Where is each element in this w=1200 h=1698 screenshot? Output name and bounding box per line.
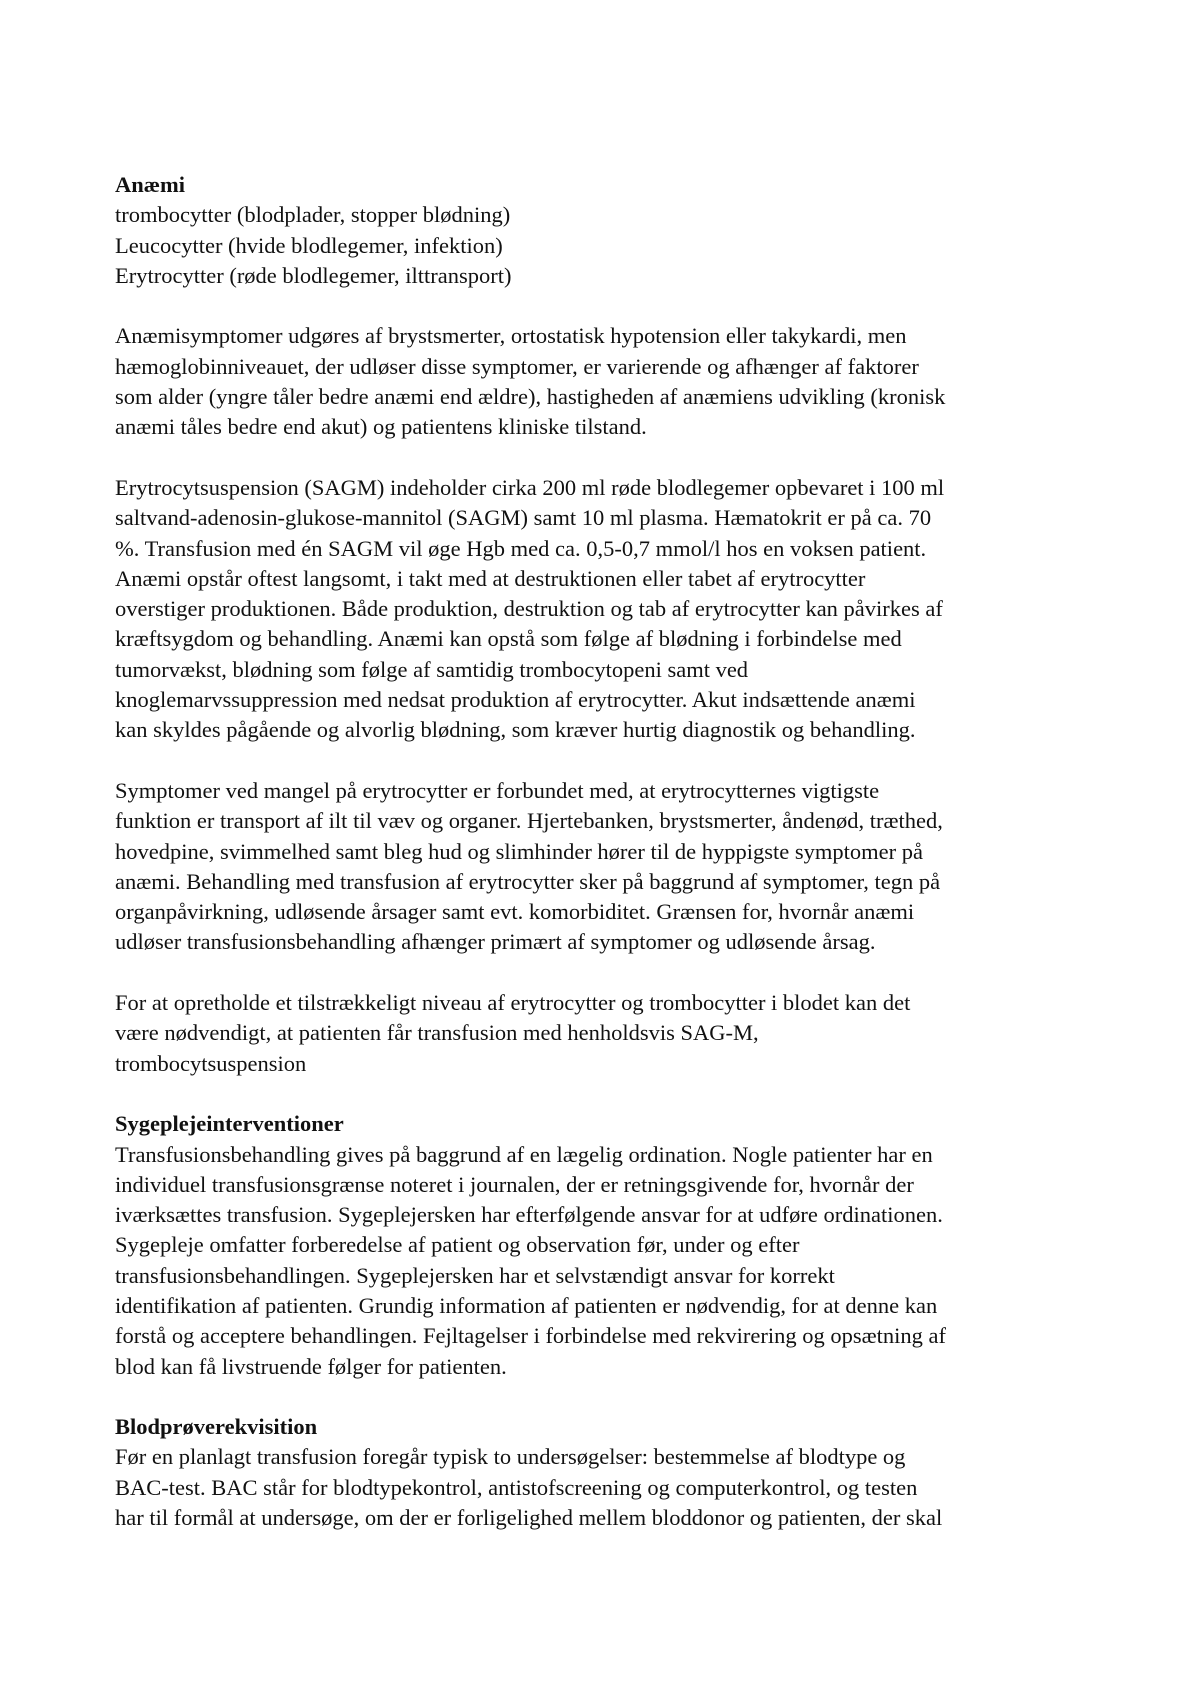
text-line: funktion er transport af ilt til væv og organer. Hjertebanken, brystsmerter, åndenød, træthed, xyxy=(115,808,943,834)
text-line: Anæmisymptomer udgøres af brystsmerter, ortostatisk hypotension eller takykardi, men xyxy=(115,323,907,349)
section-nursing xyxy=(115,1109,1105,1382)
text-line: Sygepleje omfatter forberedelse af patient og observation før, under og efter xyxy=(115,1232,800,1258)
paragraph-gap xyxy=(115,291,1105,321)
text-line: trombocytter (blodplader, stopper blødning) xyxy=(115,202,511,228)
text-line: identifikation af patienten. Grundig information af patienten er nødvendig, for at denne kan xyxy=(115,1292,938,1318)
text-line: knoglemarvssuppression med nedsat produktion af erytrocytter. Akut indsættende anæmi xyxy=(115,687,916,713)
text-line: transfusionsbehandlingen. Sygeplejersken har et selvstændigt ansvar for korrekt xyxy=(115,1262,835,1288)
text-line: Anæmi opstår oftest langsomt, i takt med at destruktionen eller tabet af erytrocytter xyxy=(115,565,866,591)
text-line: som alder (yngre tåler bedre anæmi end ældre), hastigheden af anæmiens udvikling (kronisk xyxy=(115,384,946,410)
text-line: anæmi tåles bedre end akut) og patientens kliniske tilstand. xyxy=(115,414,647,440)
heading-bloodtest: Blodprøverekvisition xyxy=(115,1414,318,1440)
heading-anaemi: Anæmi xyxy=(115,172,186,197)
text-line: Før en planlagt transfusion foregår typisk to undersøgelser: bestemmelse af blodtype og xyxy=(115,1444,906,1470)
paragraph-gap xyxy=(115,1079,1105,1109)
text-line: Symptomer ved mangel på erytrocytter er forbundet med, at erytrocytternes vigtigste xyxy=(115,777,880,803)
text-line: organpåvirkning, udløsende årsager samt evt. komorbiditet. Grænsen for, hvornår anæmi xyxy=(115,899,915,925)
paragraph-deficiency xyxy=(115,776,1105,958)
text-line: Erytrocytsuspension (SAGM) indeholder cirka 200 ml røde blodlegemer opbevaret i 100 ml xyxy=(115,474,945,500)
text-line: Transfusionsbehandling gives på baggrund af en lægelig ordination. Nogle patienter har en xyxy=(115,1141,933,1167)
document-page xyxy=(115,170,1105,1533)
text-line: Leucocytter (hvide blodlegemer, infektion) xyxy=(115,232,503,258)
paragraph-gap xyxy=(115,1382,1105,1412)
text-line: hovedpine, svimmelhed samt bleg hud og slimhinder hører til de hyppigste symptomer på xyxy=(115,838,923,864)
text-line: hæmoglobinniveauet, der udløser disse symptomer, er varierende og afhænger af faktorer xyxy=(115,353,919,379)
text-line: blod kan få livstruende følger for patienten. xyxy=(115,1353,507,1379)
heading-nursing: Sygeplejeinterventioner xyxy=(115,1111,344,1137)
text-line: har til formål at undersøge, om der er forligelighed mellem bloddonor og patienten, der skal xyxy=(115,1505,943,1531)
paragraph-maintain xyxy=(115,988,1105,1079)
paragraph-symptoms xyxy=(115,321,1105,442)
text-line: kan skyldes pågående og alvorlig blødning, som kræver hurtig diagnostik og behandling. xyxy=(115,717,916,743)
paragraph-sagm xyxy=(115,473,1105,746)
text-line: udløser transfusionsbehandling afhænger primært af symptomer og udløsende årsag. xyxy=(115,929,876,955)
text-line: være nødvendigt, at patienten får transfusion med henholdsvis SAG-M, xyxy=(115,1020,759,1046)
text-line: tumorvækst, blødning som følge af samtidig trombocytopeni samt ved xyxy=(115,656,749,682)
text-line: forstå og acceptere behandlingen. Fejltagelser i forbindelse med rekvirering og opsætning af xyxy=(115,1323,946,1349)
text-line: %. Transfusion med én SAGM vil øge Hgb med ca. 0,5-0,7 mmol/l hos en voksen patient. xyxy=(115,535,927,561)
text-line: overstiger produktionen. Både produktion, destruktion og tab af erytrocytter kan påvirkes af xyxy=(115,596,943,622)
text-line: kræftsygdom og behandling. Anæmi kan opstå som følge af blødning i forbindelse med xyxy=(115,626,902,652)
text-line: For at opretholde et tilstrækkeligt niveau af erytrocytter og trombocytter i blodet kan det xyxy=(115,990,911,1016)
paragraph-gap xyxy=(115,443,1105,473)
text-line: Erytrocytter (røde blodlegemer, ilttransport) xyxy=(115,262,512,288)
text-line: trombocytsuspension xyxy=(115,1050,307,1076)
text-line: BAC-test. BAC står for blodtypekontrol, antistofscreening og computerkontrol, og testen xyxy=(115,1474,918,1500)
paragraph-gap xyxy=(115,746,1105,776)
text-line: individuel transfusionsgrænse noteret i journalen, der er retningsgivende for, hvornår der xyxy=(115,1171,914,1197)
section-bloodtest xyxy=(115,1412,1105,1533)
text-line: anæmi. Behandling med transfusion af erytrocytter sker på baggrund af symptomer, tegn på xyxy=(115,868,941,894)
text-line: saltvand-adenosin-glukose-mannitol (SAGM) samt 10 ml plasma. Hæmatokrit er på ca. 70 xyxy=(115,505,932,531)
section-anaemi xyxy=(115,170,1105,291)
paragraph-gap xyxy=(115,958,1105,988)
text-line: iværksættes transfusion. Sygeplejersken har efterfølgende ansvar for at udføre ordinationen. xyxy=(115,1202,943,1228)
